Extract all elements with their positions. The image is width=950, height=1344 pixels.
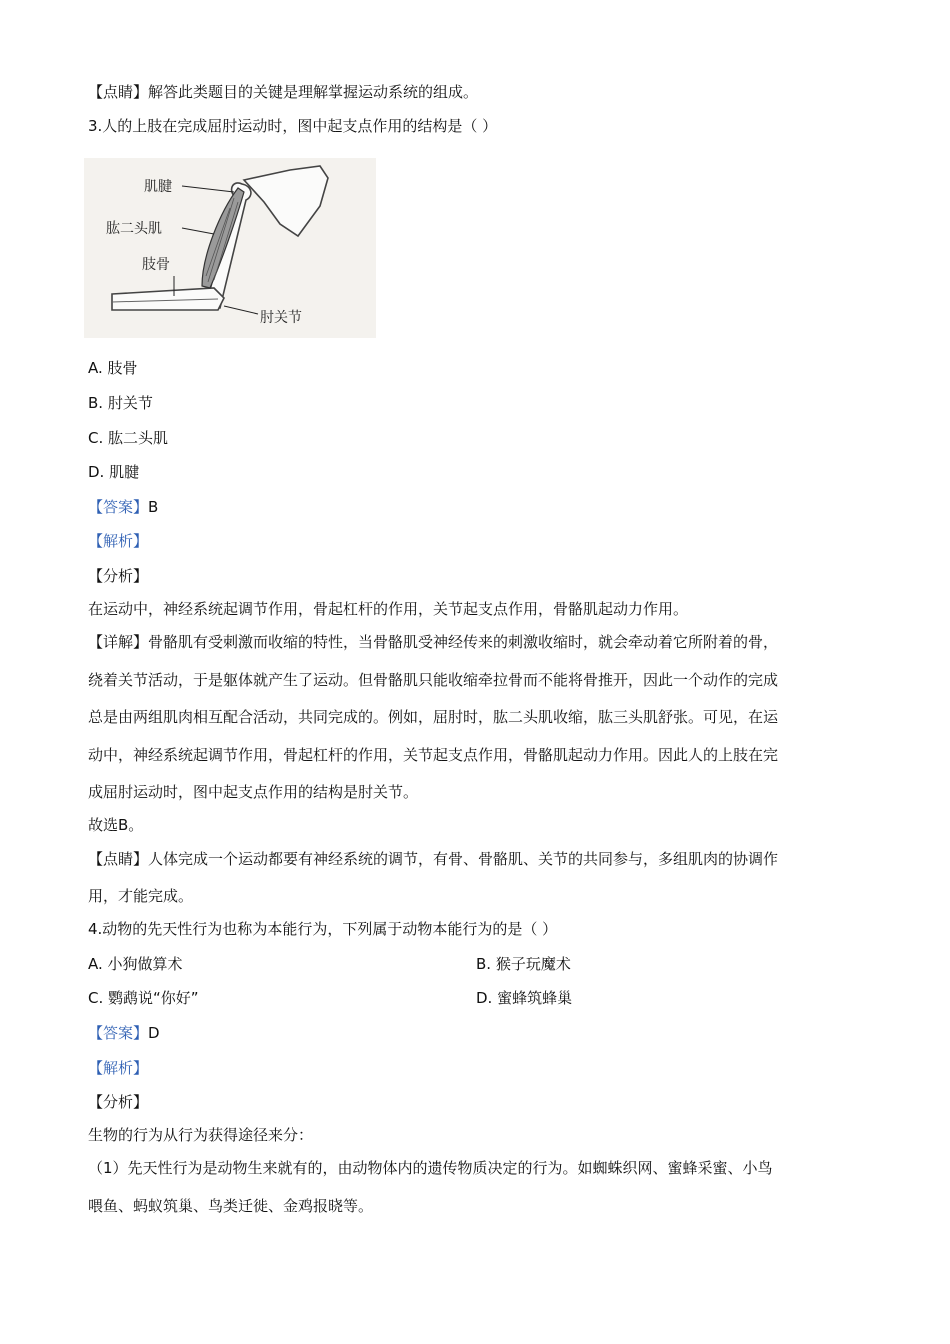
answer-tag: 【答案】 <box>88 498 149 516</box>
q4-fenxi: 【分析】 <box>88 1093 149 1111</box>
q3-choose: 故选B。 <box>88 816 144 834</box>
q4-option-a: A. 小狗做算术 <box>88 955 183 973</box>
q3-detail-2: 绕着关节活动，于是躯体就产生了运动。但骨骼肌只能收缩牵拉骨而不能将骨推开，因此一个动作的完成 <box>88 671 779 689</box>
q4-answer-value: D <box>148 1024 160 1042</box>
q4-option-c: C. 鹦鹉说“你好” <box>88 989 199 1007</box>
q4-text-3: 喂鱼、蚂蚁筑巢、鸟类迁徙、金鸡报晓等。 <box>88 1197 374 1215</box>
q4-text-2: （1）先天性行为是动物生来就有的，由动物体内的遗传物质决定的行为。如蜘蛛织网、蜜蜂采蜜、小鸟 <box>88 1159 773 1177</box>
q4-jiexi: 【解析】 <box>88 1059 149 1077</box>
label-tendon: 肌腱 <box>144 179 172 195</box>
label-bone: 肢骨 <box>142 257 170 273</box>
q4-option-d: D. 蜜蜂筑蜂巢 <box>476 989 573 1007</box>
label-biceps: 肱二头肌 <box>106 221 162 237</box>
dianjing-q2: 【点睛】解答此类题目的关键是理解掌握运动系统的组成。 <box>88 83 479 101</box>
q3-detail-4: 动中，神经系统起调节作用，骨起杠杆的作用，关节起支点作用，骨骼肌起动力作用。因此人的上肢在完 <box>88 746 779 764</box>
q3-dianjing-1: 【点睛】人体完成一个运动都要有神经系统的调节，有骨、骨骼肌、关节的共同参与，多组肌肉的协调作 <box>88 850 779 868</box>
q3-fenxi: 【分析】 <box>88 567 149 585</box>
q3-detail-5: 成屈肘运动时，图中起支点作用的结构是肘关节。 <box>88 783 419 801</box>
q3-option-a: A. 肢骨 <box>88 359 138 377</box>
q3-option-d: D. 肌腱 <box>88 463 140 481</box>
q3-answer-value: B <box>148 498 159 516</box>
q3-option-c: C. 肱二头肌 <box>88 429 169 447</box>
q4-text-1: 生物的行为从行为获得途径来分： <box>88 1126 314 1144</box>
q3-detail-3: 总是由两组肌肉相互配合活动，共同完成的。例如，屈肘时，肱二头肌收缩，肱三头肌舒张。可见，在运 <box>88 708 779 726</box>
q3-fenxi-text: 在运动中，神经系统起调节作用，骨起杠杆的作用，关节起支点作用，骨骼肌起动力作用。 <box>88 600 689 618</box>
q3-option-b: B. 肘关节 <box>88 394 153 412</box>
q3-jiexi: 【解析】 <box>88 532 149 550</box>
question-4: 4.动物的先天性行为也称为本能行为，下列属于动物本能行为的是（ ） <box>88 920 558 938</box>
label-elbow: 肘关节 <box>260 310 302 326</box>
q3-detail-1: 【详解】骨骼肌有受刺激而收缩的特性，当骨骼肌受神经传来的刺激收缩时，就会牵动着它所附着的骨， <box>88 633 779 651</box>
answer-tag: 【答案】 <box>88 1024 149 1042</box>
q3-dianjing-2: 用，才能完成。 <box>88 887 194 905</box>
q3-answer <box>88 497 158 517</box>
q4-answer <box>88 1023 160 1043</box>
q4-option-b: B. 猴子玩魔术 <box>476 955 571 973</box>
question-3: 3.人的上肢在完成屈肘运动时，图中起支点作用的结构是（ ） <box>88 117 498 135</box>
arm-diagram <box>84 158 376 338</box>
